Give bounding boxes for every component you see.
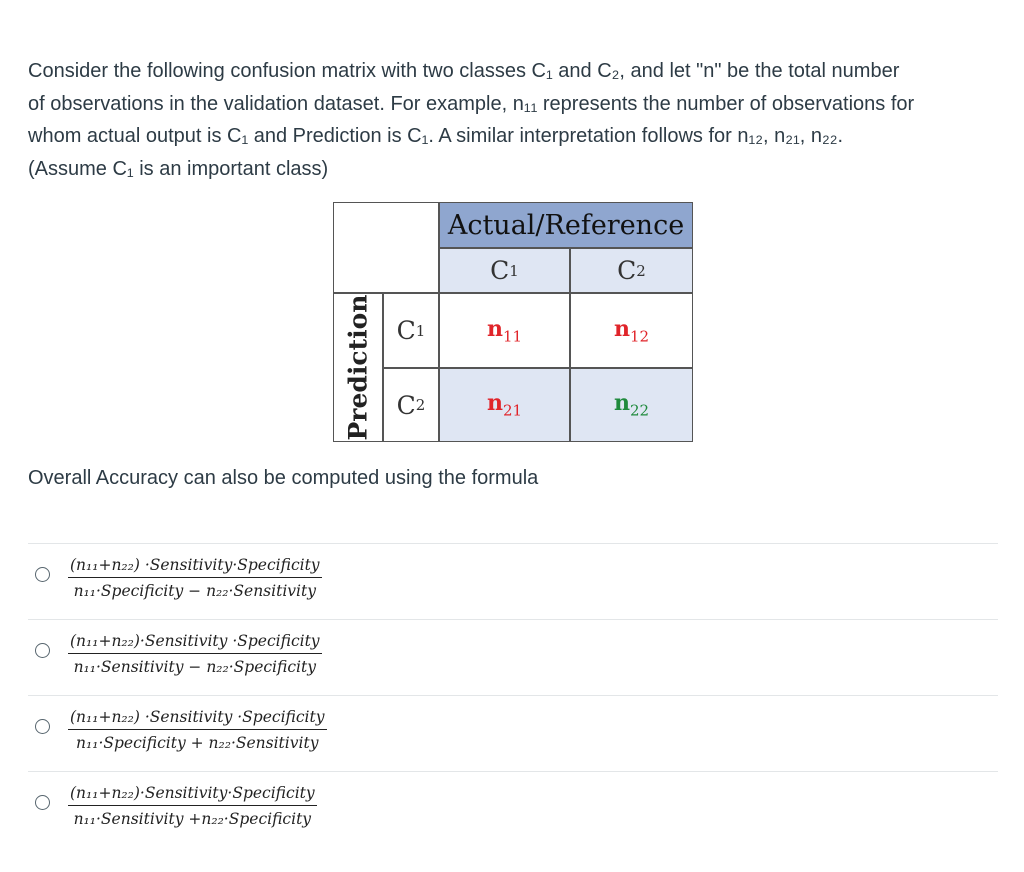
cell-n11-value: $n_{11}$ [486,315,523,346]
answer-options [28,543,998,847]
formula-numerator: (n₁₁+n₂₂)·Sensitivity·Specificity [70,784,315,802]
formula-denominator: n₁₁·Specificity − n₂₂·Sensitivity [68,577,322,600]
cell-n12-value: $n_{12}$ [613,315,650,346]
actual-reference-label: Actual/Reference [447,209,685,241]
col-header-c1-label: C [490,256,510,285]
question-line: (Assume C₁ is an important class) [28,157,329,180]
confusion-matrix-table [333,202,693,442]
col-header-c2-sub: 2 [636,261,646,280]
prediction-label: Prediction [343,294,373,441]
prediction-header [333,293,383,442]
formula-numerator: (n₁₁+n₂₂) ·Sensitivity·Specificity [70,556,320,574]
question-text [28,55,1003,185]
question-statement: Overall Accuracy can also be computed using the formula [28,467,539,489]
radio-button[interactable] [35,567,50,582]
radio-button[interactable] [35,795,50,810]
formula-fraction [68,556,322,600]
radio-button[interactable] [35,643,50,658]
formula-denominator: n₁₁·Specificity + n₂₂·Sensitivity [68,729,327,752]
formula-numerator: (n₁₁+n₂₂) ·Sensitivity ·Specificity [70,708,325,726]
radio-button[interactable] [35,719,50,734]
cell-n11 [439,293,570,368]
question-line: whom actual output is C₁ and Prediction is C₁. A similar interpretation follows for n₁₂, n₂₁, n₂₂. [28,125,844,147]
formula-denominator: n₁₁·Sensitivity − n₂₂·Specificity [68,653,322,676]
question-line: of observations in the validation dataset. For example, n₁₁ represents the number of observations for [28,92,915,115]
col-header-c1-sub: 1 [509,261,519,280]
answer-option-2[interactable] [28,619,998,695]
cell-n22 [570,368,693,442]
formula-numerator: (n₁₁+n₂₂)·Sensitivity ·Specificity [70,632,320,650]
row-header-c2 [383,368,439,442]
cell-n21 [439,368,570,442]
formula-fraction [68,784,317,828]
row-header-c2-sub: 2 [415,396,426,414]
matrix-corner-cell [333,202,439,293]
cell-n12 [570,293,693,368]
row-header-c1 [383,293,439,368]
row-header-c1-label: C [396,316,416,345]
question-line: Consider the following confusion matrix with two classes C₁ and C₂, and let "n" be the total number [28,60,900,82]
answer-option-1[interactable] [28,543,998,619]
actual-reference-header [439,202,693,248]
row-header-c1-sub: 1 [415,321,426,340]
answer-option-4[interactable] [28,771,998,847]
formula-denominator: n₁₁·Sensitivity +n₂₂·Specificity [68,805,317,828]
answer-option-3[interactable] [28,695,998,771]
formula-fraction [68,632,322,676]
cell-n22-value: $n_{22}$ [613,390,650,420]
col-header-c2 [570,248,693,293]
formula-fraction [68,708,327,752]
col-header-c1 [439,248,570,293]
col-header-c2-label: C [617,256,637,285]
row-header-c2-label: C [396,390,416,420]
cell-n21-value: $n_{21}$ [486,390,523,420]
